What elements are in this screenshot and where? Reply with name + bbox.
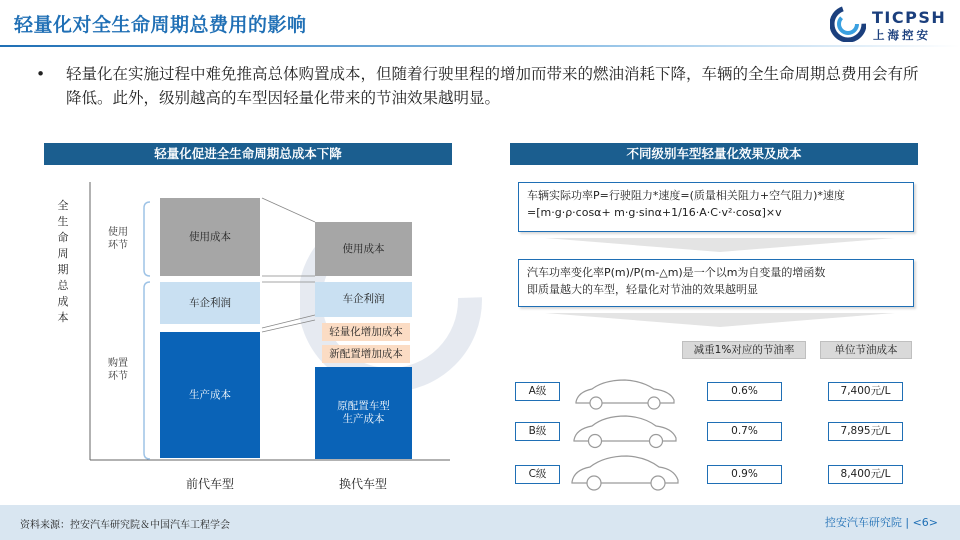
page-title: 轻量化对全生命周期总费用的影响 [14, 14, 307, 36]
y-axis-label-char: 全 [57, 199, 69, 212]
car-c-icon [570, 452, 680, 492]
left-panel-header: 轻量化促进全生命周期总成本下降 [44, 143, 452, 165]
use-stage-label: 使用 环节 [108, 227, 128, 251]
new-production-segment: 原配置车型 生产成本 [315, 367, 412, 459]
prev-production-segment: 生产成本 [160, 332, 260, 458]
footer-org: 控安汽车研究院 [824, 516, 902, 529]
purchase-stage-bracket [144, 282, 150, 459]
grade-a-label: A级 [515, 382, 560, 401]
y-axis-label-char: 成 [57, 295, 69, 308]
col-header-unit-cost: 单位节油成本 [820, 341, 912, 359]
x-label-new-model: 换代车型 [338, 477, 387, 491]
y-axis-label-char: 期 [57, 263, 69, 276]
footer-org-page [825, 514, 938, 530]
right-panel-header: 不同级别车型轻量化效果及成本 [510, 143, 918, 165]
source-note: 资料来源：控安汽车研究院＆中国汽车工程学会 [20, 520, 230, 531]
down-arrow-1 [545, 238, 895, 252]
title-divider [0, 45, 960, 47]
new-profit-segment: 车企利润 [315, 282, 412, 317]
grade-c-saving-rate: 0.9% [707, 465, 782, 484]
bullet-marker: • [36, 65, 46, 83]
y-axis-label-char: 本 [57, 311, 69, 324]
power-formula-box [518, 182, 914, 232]
car-b-icon [570, 410, 680, 450]
grade-a-unit-cost: 7,400元/L [828, 382, 903, 401]
new-use-cost-segment: 使用成本 [315, 222, 412, 276]
footer-separator: | [905, 516, 913, 529]
lightweight-added-cost-segment: 轻量化增加成本 [322, 323, 410, 341]
bullet-text: 轻量化在实施过程中难免推高总体购置成本，但随着行驶里程的增加而带来的燃油消耗下降，车辆的全生命周期总费用会有所降低。此外，级别越高的车型因轻量化带来的节油效果越明显。 [66, 65, 919, 107]
power-change-line2: 即质量越大的车型，轻量化对节油的效果越明显 [527, 283, 758, 296]
logo-text-cn: 上海控安 [873, 28, 931, 42]
logo-text-en: TICPSH [872, 8, 947, 27]
x-label-prev-model: 前代车型 [185, 477, 234, 491]
grade-c-unit-cost: 8,400元/L [828, 465, 903, 484]
grade-b-unit-cost: 7,895元/L [828, 422, 903, 441]
power-formula-line1: 车辆实际功率P=行驶阻力*速度=(质量相关阻力+空气阻力)*速度 [527, 189, 845, 202]
y-axis-label-char: 总 [57, 279, 69, 292]
y-axis-label-char: 周 [57, 247, 69, 260]
down-arrow-2 [545, 313, 895, 327]
power-change-box [518, 259, 914, 307]
prev-use-cost-segment: 使用成本 [160, 198, 260, 276]
page-number: <6> [912, 516, 938, 529]
use-stage-bracket [144, 202, 150, 276]
y-axis-label-char: 命 [57, 231, 69, 244]
grade-c-label: C级 [515, 465, 560, 484]
car-a-icon [570, 372, 680, 412]
y-axis-label-char: 生 [57, 215, 69, 228]
purchase-stage-label: 购置 环节 [108, 358, 128, 382]
grade-b-saving-rate: 0.7% [707, 422, 782, 441]
grade-b-label: B级 [515, 422, 560, 441]
grade-a-saving-rate: 0.6% [707, 382, 782, 401]
power-change-line1: 汽车功率变化率P(m)/P(m-△m)是一个以m为自变量的增函数 [527, 266, 826, 279]
summary-bullet [36, 62, 926, 110]
power-formula-line2: =[m·g·ρ·cosα+ m·g·sinα+1/16·A·C·v²·cosα]×v [527, 206, 782, 219]
logo-swirl-icon [830, 6, 866, 42]
col-header-saving-rate: 减重1%对应的节油率 [682, 341, 806, 359]
connector-use-top [262, 198, 315, 222]
prev-profit-segment: 车企利润 [160, 282, 260, 324]
logo [830, 6, 955, 44]
new-config-added-cost-segment: 新配置增加成本 [322, 345, 410, 363]
